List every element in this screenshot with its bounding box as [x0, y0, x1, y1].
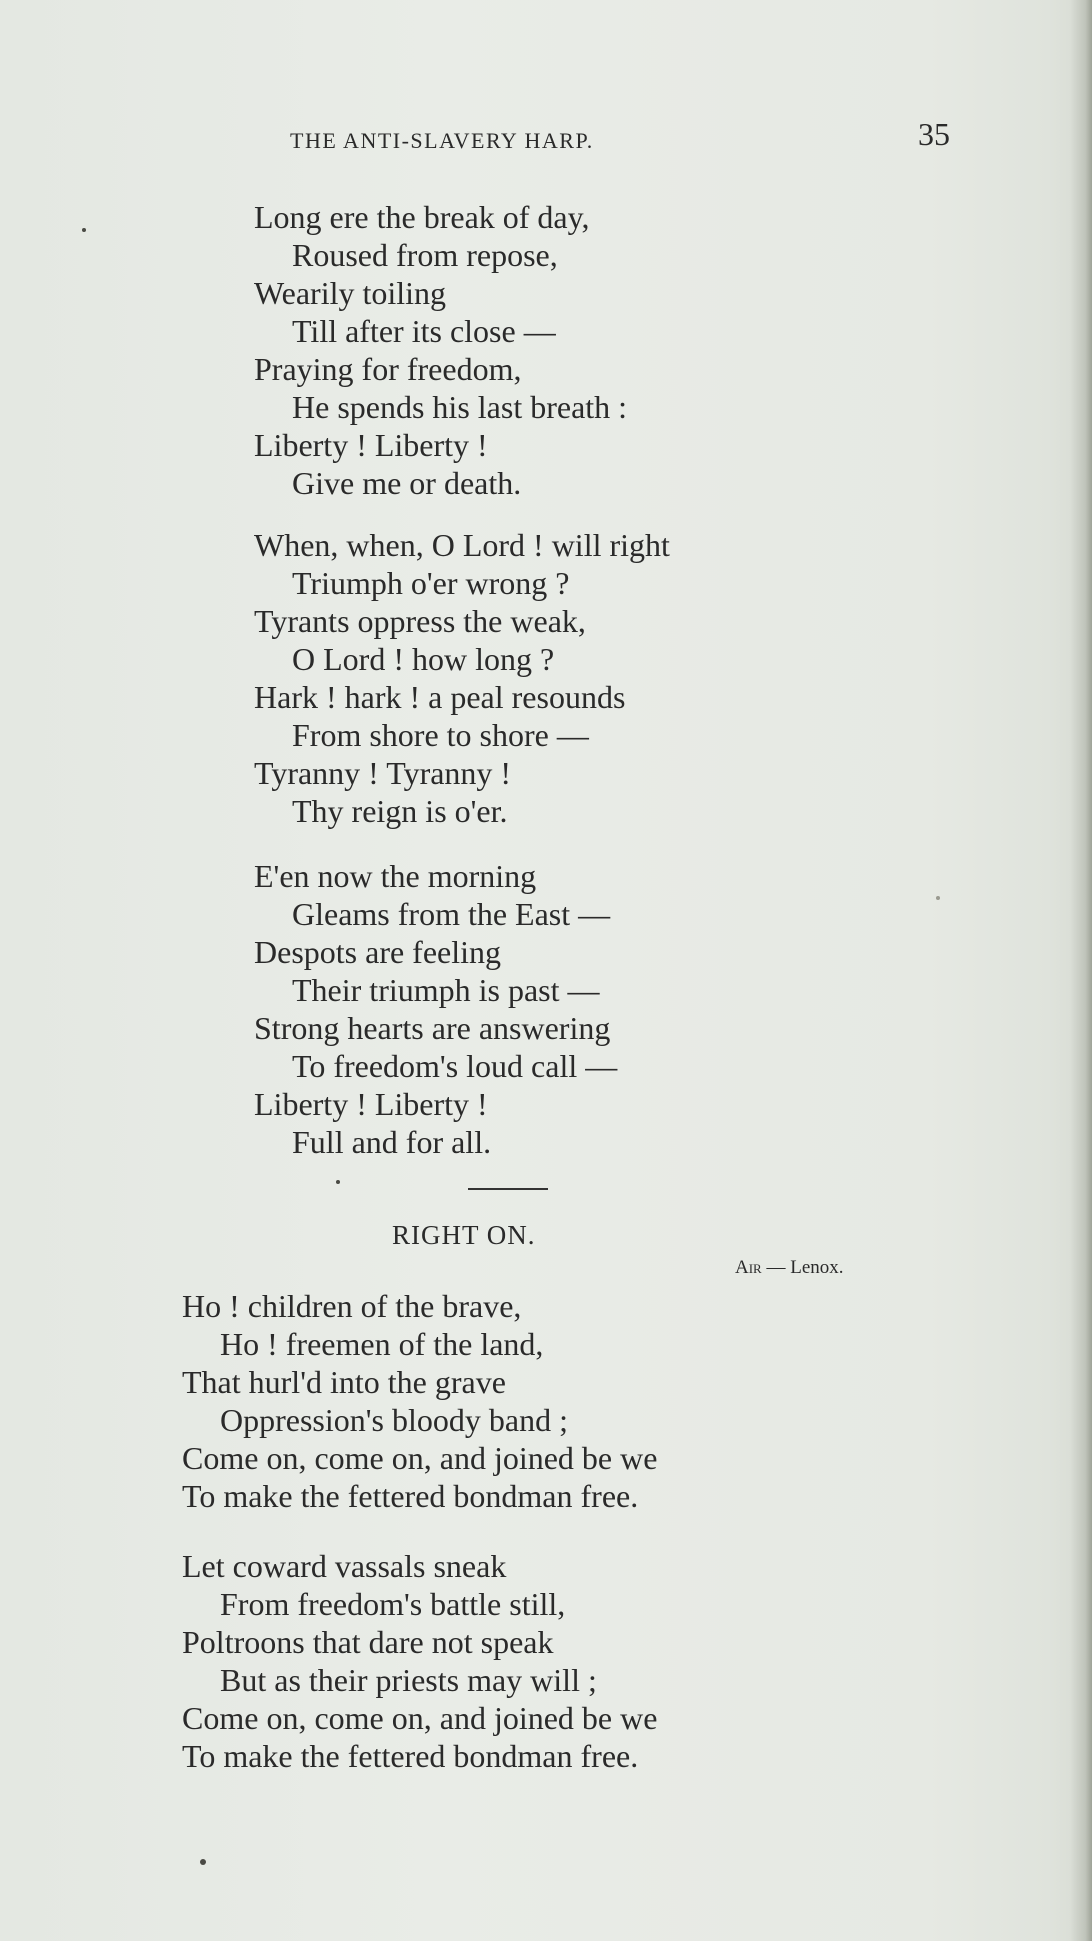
- verse-line: Come on, come on, and joined be we: [182, 1440, 658, 1476]
- verse-line: But as their priests may will ;: [220, 1662, 597, 1698]
- verse-line: Long ere the break of day,: [254, 199, 590, 235]
- verse-line: O Lord ! how long ?: [292, 641, 555, 677]
- verse-line: Praying for freedom,: [254, 351, 522, 387]
- verse-line: From freedom's battle still,: [220, 1586, 566, 1622]
- page-edge-shadow: [1070, 0, 1092, 1941]
- verse-line: Ho ! children of the brave,: [182, 1288, 522, 1324]
- stanza-2: [254, 526, 670, 830]
- verse-line: To freedom's loud call —: [292, 1048, 618, 1084]
- verse-line: Their triumph is past —: [292, 972, 600, 1008]
- verse-line: Till after its close —: [292, 313, 556, 349]
- section-title: RIGHT ON.: [392, 1220, 536, 1250]
- verse-line: Let coward vassals sneak: [182, 1548, 507, 1584]
- paper-speck: [82, 228, 86, 232]
- verse-line: Thy reign is o'er.: [292, 793, 508, 829]
- verse-line: To make the fettered bondman free.: [182, 1738, 639, 1774]
- page-number: 35: [918, 116, 950, 152]
- verse-line: Roused from repose,: [292, 237, 558, 273]
- verse-line: When, when, O Lord ! will right: [254, 527, 670, 563]
- stanza-3: [254, 857, 617, 1161]
- verse-line: Come on, come on, and joined be we: [182, 1700, 658, 1736]
- verse-line: Hark ! hark ! a peal resounds: [254, 679, 626, 715]
- verse-line: Full and for all.: [292, 1124, 492, 1160]
- verse-line: Tyrants oppress the weak,: [254, 603, 586, 639]
- verse-line: That hurl'd into the grave: [182, 1364, 506, 1400]
- verse-line: Strong hearts are answering: [254, 1010, 611, 1046]
- verse-line: Liberty ! Liberty !: [254, 427, 488, 463]
- verse-line: Gleams from the East —: [292, 896, 611, 932]
- verse-line: Oppression's bloody band ;: [220, 1402, 568, 1438]
- paper-speck: [200, 1859, 206, 1865]
- section-stanza-2: [182, 1547, 657, 1775]
- verse-line: Liberty ! Liberty !: [254, 1086, 488, 1122]
- verse-line: Tyranny ! Tyranny !: [254, 755, 512, 791]
- tune-label: Air: [735, 1257, 762, 1278]
- verse-line: Triumph o'er wrong ?: [292, 565, 570, 601]
- verse-line: E'en now the morning: [254, 858, 537, 894]
- section-stanza-1: [182, 1287, 657, 1515]
- verse-line: To make the fettered bondman free.: [182, 1478, 639, 1514]
- stanza-1: [254, 198, 627, 502]
- tune-name: — Lenox.: [766, 1257, 844, 1278]
- verse-line: Ho ! freemen of the land,: [220, 1326, 544, 1362]
- verse-line: Despots are feeling: [254, 934, 502, 970]
- verse-line: From shore to shore —: [292, 717, 589, 753]
- verse-line: Give me or death.: [292, 465, 522, 501]
- running-title: THE ANTI-SLAVERY HARP.: [290, 128, 594, 153]
- verse-line: He spends his last breath :: [292, 389, 628, 425]
- paper-speck: [936, 896, 940, 900]
- section-divider: [468, 1188, 548, 1190]
- verse-line: Poltroons that dare not speak: [182, 1624, 554, 1660]
- verse-line: Wearily toiling: [254, 275, 447, 311]
- tune-note: [735, 1257, 844, 1279]
- paper-speck: [336, 1180, 340, 1184]
